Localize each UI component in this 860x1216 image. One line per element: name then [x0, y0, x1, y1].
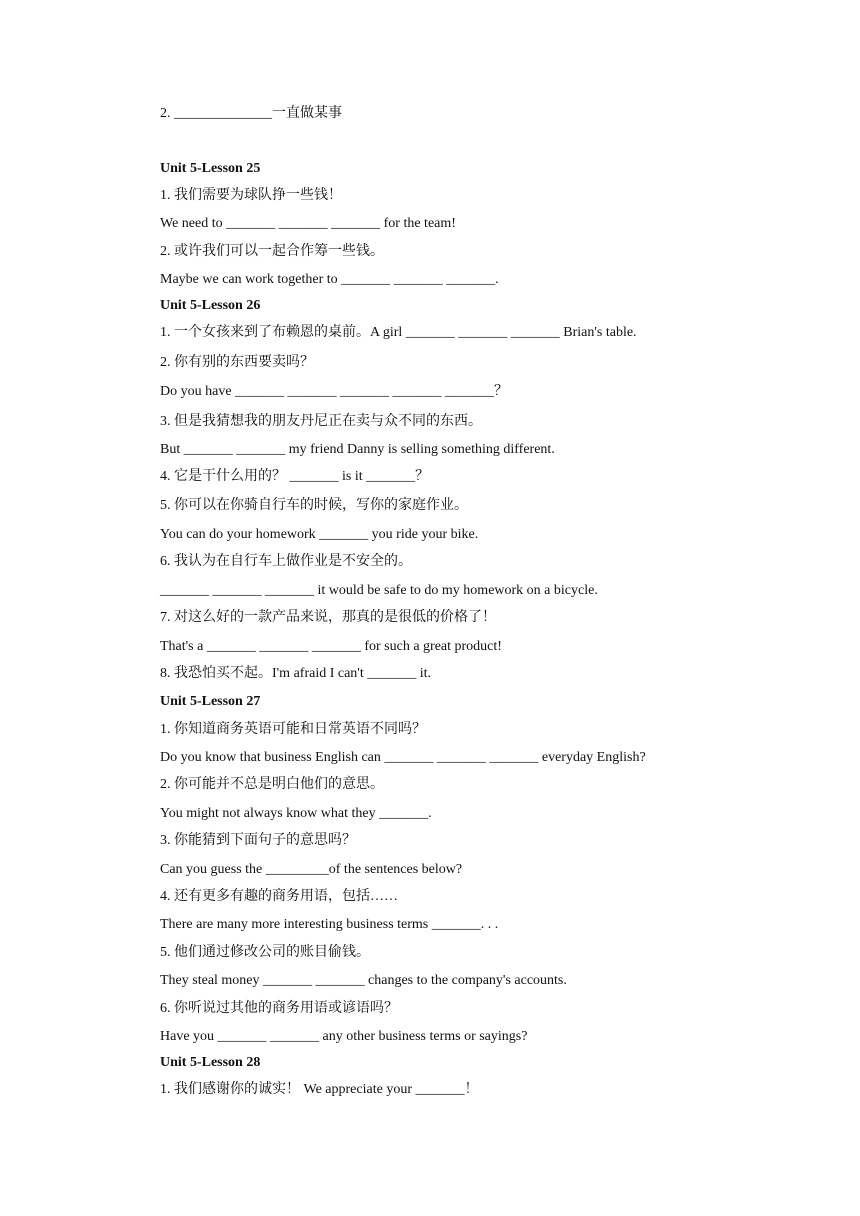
exercise-line: 2. 你可能并不总是明白他们的意思。: [160, 777, 384, 792]
exercise-line: You might not always know what they _______.: [160, 806, 432, 821]
exercise-line: We need to _______ _______ _______ for the team!: [160, 216, 456, 231]
document-page: [160, 0, 800, 1216]
exercise-line: 2. 你有别的东西要卖吗？: [160, 355, 314, 370]
exercise-line: 1. 我们需要为球队挣一些钱！: [160, 188, 342, 203]
lesson-heading: Unit 5-Lesson 25: [160, 161, 261, 176]
exercise-line: 6. 你听说过其他的商务用语或谚语吗？: [160, 1001, 398, 1016]
exercise-line: Do you know that business English can _______ _______ _______ everyday English?: [160, 750, 646, 765]
exercise-line: 7. 对这么好的一款产品来说，那真的是很低的价格了！: [160, 610, 496, 625]
exercise-line: You can do your homework _______ you ride your bike.: [160, 527, 479, 542]
exercise-line: But _______ _______ my friend Danny is selling something different.: [160, 442, 555, 457]
exercise-line: 6. 我认为在自行车上做作业是不安全的。: [160, 554, 412, 569]
exercise-line: 2. ______________一直做某事: [160, 106, 342, 121]
exercise-line: 5. 他们通过修改公司的账目偷钱。: [160, 945, 370, 960]
lesson-heading: Unit 5-Lesson 26: [160, 298, 261, 313]
exercise-line: 3. 但是我猜想我的朋友丹尼正在卖与众不同的东西。: [160, 414, 482, 429]
exercise-line: 8. 我恐怕买不起。I'm afraid I can't _______ it.: [160, 666, 431, 681]
lesson-heading: Unit 5-Lesson 28: [160, 1055, 261, 1070]
exercise-line: 1. 一个女孩来到了布赖恩的桌前。A girl _______ _______ _______ Brian's table.: [160, 325, 637, 340]
exercise-line: 4. 它是干什么用的？ _______ is it _______？: [160, 469, 430, 484]
exercise-line: 1. 你知道商务英语可能和日常英语不同吗？: [160, 722, 426, 737]
lesson-heading: Unit 5-Lesson 27: [160, 694, 261, 709]
exercise-line: They steal money _______ _______ changes to the company's accounts.: [160, 973, 567, 988]
exercise-line: _______ _______ _______ it would be safe to do my homework on a bicycle.: [160, 583, 598, 598]
exercise-line: Have you _______ _______ any other business terms or sayings?: [160, 1029, 528, 1044]
exercise-line: 3. 你能猜到下面句子的意思吗？: [160, 833, 356, 848]
exercise-line: 1. 我们感谢你的诚实！ We appreciate your _______！: [160, 1082, 479, 1097]
exercise-line: 2. 或许我们可以一起合作筹一些钱。: [160, 244, 384, 259]
exercise-line: There are many more interesting business terms _______. . .: [160, 917, 499, 932]
exercise-line: Can you guess the _________of the sentences below?: [160, 862, 463, 877]
exercise-line: 5. 你可以在你骑自行车的时候，写你的家庭作业。: [160, 498, 468, 513]
exercise-line: 4. 还有更多有趣的商务用语，包括……: [160, 889, 398, 904]
exercise-line: That's a _______ _______ _______ for such a great product!: [160, 639, 502, 654]
exercise-line: Maybe we can work together to _______ _______ _______.: [160, 272, 499, 287]
exercise-line: Do you have _______ _______ _______ _______ _______？: [160, 384, 509, 399]
